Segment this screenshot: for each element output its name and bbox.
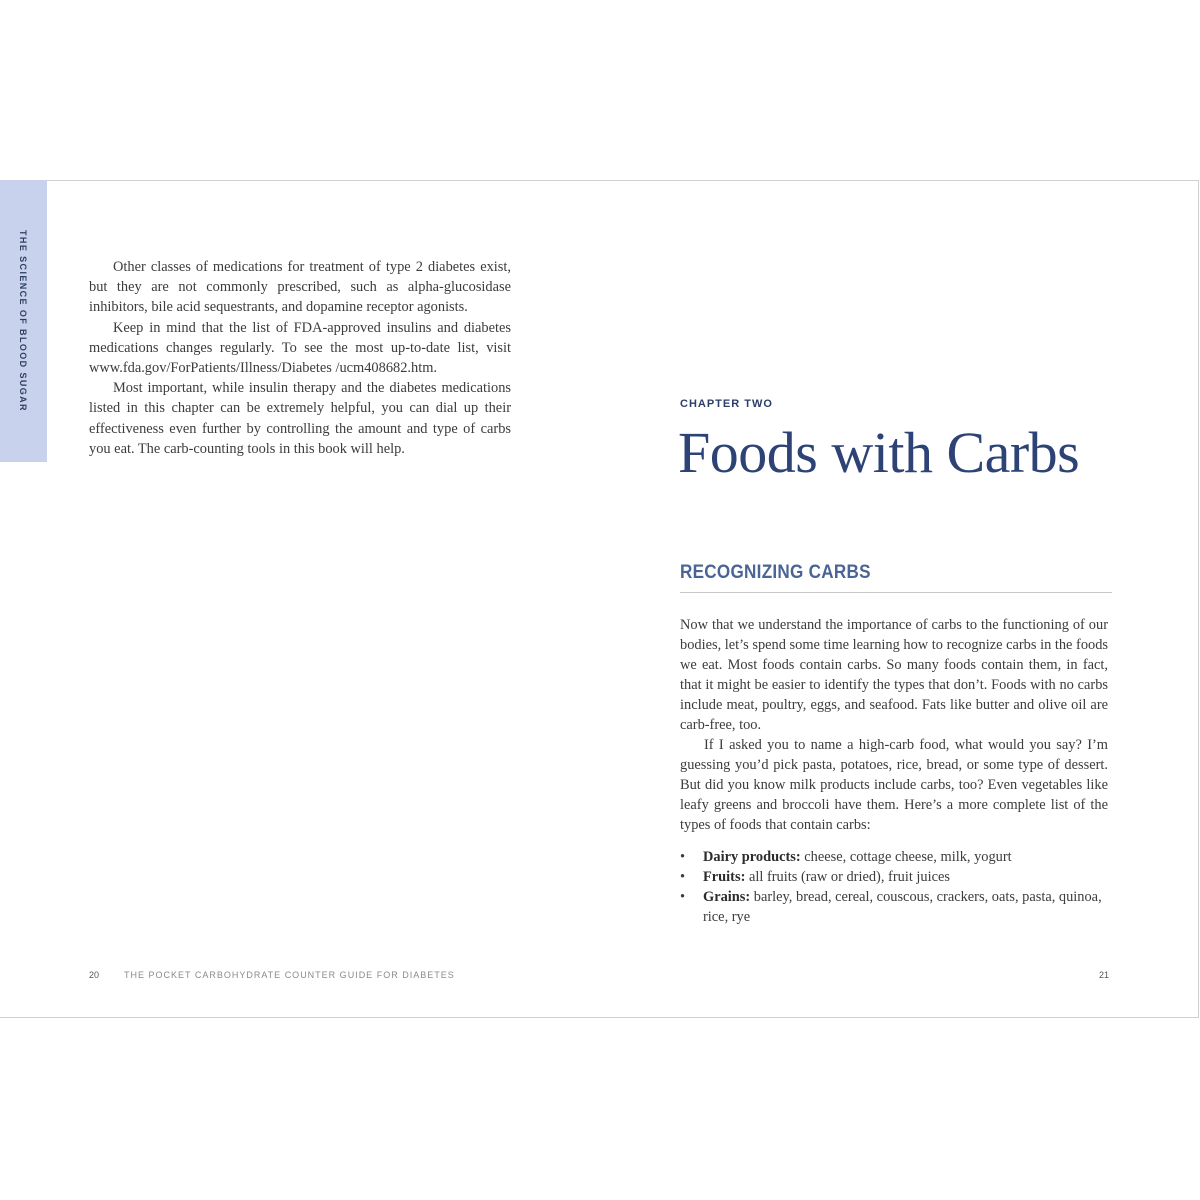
carb-food-list (680, 847, 1108, 927)
side-tab-label: THE SCIENCE OF BLOOD SUGAR (18, 230, 28, 412)
page-number-left: 20 (89, 970, 100, 980)
bullet-icon: • (680, 869, 686, 885)
left-page-body (89, 257, 511, 459)
list-item-text: all fruits (raw or dried), fruit juices (748, 869, 950, 885)
list-item (680, 887, 1108, 927)
list-item-text: barley, bread, cereal, couscous, crackers, oats, pasta, quinoa, rice, rye (703, 889, 1102, 925)
list-item-term: Dairy products: (703, 849, 801, 865)
left-paragraph-2: Keep in mind that the list of FDA-approved insulins and diabetes medications changes regularly. To see the most up-to-date list, visit www.fda.gov/ForPatients/Illness/Diabetes /ucm408682.htm. (89, 319, 511, 377)
running-title: THE POCKET CARBOHYDRATE COUNTER GUIDE FOR DIABETES (124, 970, 455, 980)
section-heading: RECOGNIZING CARBS (680, 562, 871, 583)
left-paragraph-1: Other classes of medications for treatment of type 2 diabetes exist, but they are not commonly prescribed, such as alpha-glucosidase inhibitors, bile acid sequestrants, and dopamine receptor agonists. (89, 259, 511, 316)
left-paragraph-3: Most important, while insulin therapy and the diabetes medications listed in this chapter can be extremely helpful, you can dial up their effectiveness even further by controlling the amount and type of carbs you eat. The carb-counting tools in this book will help. (89, 380, 511, 457)
bullet-icon: • (680, 889, 686, 905)
right-paragraph-1: Now that we understand the importance of carbs to the functioning of our bodies, let’s spend some time learning how to recognize carbs in the foods we eat. Most foods contain carbs. So many foods contain them, in fact, that it might be easier to identify the types that don’t. Foods with no carbs include meat, poultry, eggs, and seafood. Fats like butter and olive oil are carb-free, too. (680, 617, 1109, 733)
list-item-term: Fruits: (703, 869, 746, 885)
bullet-icon: • (680, 849, 686, 865)
list-item (680, 847, 1108, 867)
section-divider (680, 592, 1112, 593)
list-item-term: Grains: (703, 889, 751, 905)
list-item (680, 867, 1108, 887)
page-number-right: 21 (1099, 970, 1110, 980)
right-page-body (680, 615, 1108, 927)
right-paragraph-2: If I asked you to name a high-carb food, what would you say? I’m guessing you’d pick pasta, potatoes, rice, bread, or some type of dessert. But did you know milk products include carbs, too? Even vegetables like leafy greens and broccoli have them. Here’s a more complete list of the types of foods that contain carbs: (680, 737, 1108, 833)
list-item-text: cheese, cottage cheese, milk, yogurt (804, 849, 1012, 865)
chapter-title: Foods with Carbs (678, 420, 1080, 485)
chapter-label: CHAPTER TWO (680, 398, 773, 410)
